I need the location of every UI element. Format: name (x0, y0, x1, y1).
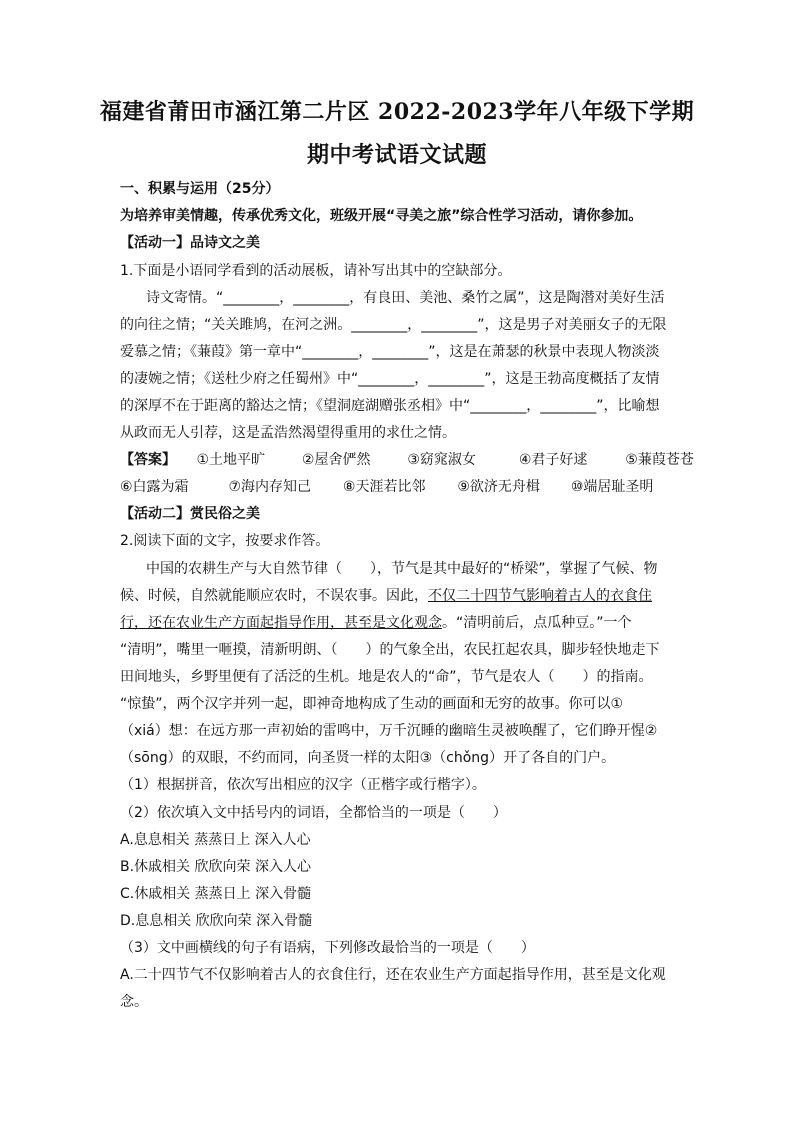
q1-para-line-1: 诗文寄情。“________，________，有良田、美池、桑竹之属”，这是陶潜对美好生活 (146, 290, 665, 306)
answer-item: ⑨欲济无舟楫 (457, 479, 540, 495)
answer-item: ⑧天涯若比邻 (342, 479, 426, 495)
sub3-option-a-line-1: A.二十四节气不仅影响着古人的衣食住行，还在农业生产方面起指导作用，甚至是文化观 (120, 967, 666, 983)
answer-label: 【答案】 (120, 452, 176, 468)
q1-para-line-2: 的向往之情；“关关雎鸠，在河之洲。________，________”，这是男子对美丽女子的无限 (120, 317, 667, 333)
section-heading: 一、积累与运用（25分） (120, 181, 280, 197)
q1-para-line-3: 爱慕之情；《蒹葭》第一章中“________，________”，这是在萧瑟的秋景中表现人物淡淡 (120, 344, 660, 360)
sub-question-3: （3）文中画横线的句子有语病，下列修改最恰当的一项是（ ） (120, 940, 535, 956)
answer-item: ⑥白露为霜 (120, 479, 189, 495)
document-title-line-2: 期中考试语文试题 (306, 142, 487, 168)
option-c: C.休戚相关 蒸蒸日上 深入骨髓 (120, 886, 312, 902)
q2-para-line-1: 中国的农耕生产与大自然节律（ ），节气是其中最好的“桥梁”，掌握了气候、物 (146, 561, 658, 577)
q2-para-line-4: “清明”，嘴里一咂摸，清新明朗、（ ）的气象全出，农民扛起农具，脚步轻快地走下 (120, 642, 660, 658)
q1-para-line-5: 的深厚不在于距离的豁达之情；《望洞庭湖赠张丞相》中“________，________”，比喻想 (120, 398, 660, 414)
question-2: 2.阅读下面的文字，按要求作答。 (120, 533, 330, 549)
activity1-heading: 【活动一】品诗文之美 (120, 235, 260, 251)
q2-para-line-6: “惊蛰”，两个汉字并列一起，即神奇地构成了生动的画面和无穷的故事。你可以① (120, 696, 624, 712)
answer-item: ④君子好逑 (518, 452, 588, 468)
answer-item: ⑦海内存知己 (228, 479, 312, 495)
underlined-sentence: 行，还在农业生产方面起指导作用，甚至是文化观念 (120, 615, 442, 631)
section-intro: 为培养审美情趣，传承优秀文化，班级开展“寻美之旅”综合性学习活动，请你参加。 (120, 208, 643, 224)
underlined-sentence: 不仅二十四节气影响着古人的衣食住 (428, 588, 652, 604)
sub-question-2: （2）依次填入文中括号内的词语，全都恰当的一项是（ ） (120, 805, 507, 821)
answer-row-1 (120, 447, 694, 474)
answer-item: ①土地平旷 (196, 452, 266, 468)
option-d: D.息息相关 欣欣向荣 深入骨髓 (120, 913, 313, 929)
q2-para-line-3 (120, 610, 680, 637)
activity2-heading: 【活动二】赏民俗之美 (120, 506, 260, 522)
plain-text: 候、时候，自然就能顺应农时，不误农事。因此， (120, 588, 428, 604)
option-a: A.息息相关 蒸蒸日上 深入人心 (120, 832, 311, 848)
plain-text: 。“清明前后，点瓜种豆。”一个 (442, 615, 632, 631)
sub3-option-a-line-2: 念。 (120, 994, 148, 1010)
q1-para-line-4: 的凄婉之情；《送杜少府之任蜀州》中“________，________”，这是王勃高度概括了友情 (120, 371, 660, 387)
q2-para-line-5: 田间地头，乡野里便有了活泛的生机。地是农人的“命”，节气是农人（ ）的指南。 (120, 669, 653, 685)
q1-para-line-6: 从政而无人引荐，这是孟浩然渴望得重用的求仕之情。 (120, 425, 456, 441)
answer-item: ③窈窕淑女 (407, 452, 476, 468)
q2-para-line-2 (120, 583, 680, 610)
sub-question-1: （1）根据拼音，依次写出相应的汉字（正楷字或行楷字）。 (120, 777, 486, 793)
question-1: 1.下面是小语同学看到的活动展板，请补写出其中的空缺部分。 (120, 263, 512, 279)
answer-row-2 (120, 474, 680, 501)
answer-item: ⑩端居耻圣明 (570, 479, 654, 495)
q2-para-line-7: （xiá）想：在远方那一声初始的雷鸣中，万千沉睡的幽暗生灵被唤醒了，它们睁开惺② (120, 723, 658, 739)
q2-para-line-8: （sōng）的双眼，不约而同，向圣贤一样的太阳③（chǒng）开了各自的门户。 (120, 750, 616, 766)
document-title-line-1: 福建省莆田市涵江第二片区 2022-2023学年八年级下学期 (99, 99, 695, 125)
option-b: B.休戚相关 欣欣向荣 深入人心 (120, 859, 311, 875)
answer-item: ⑤蒹葭苍苍 (625, 452, 694, 468)
answer-item: ②屋舍俨然 (301, 452, 371, 468)
